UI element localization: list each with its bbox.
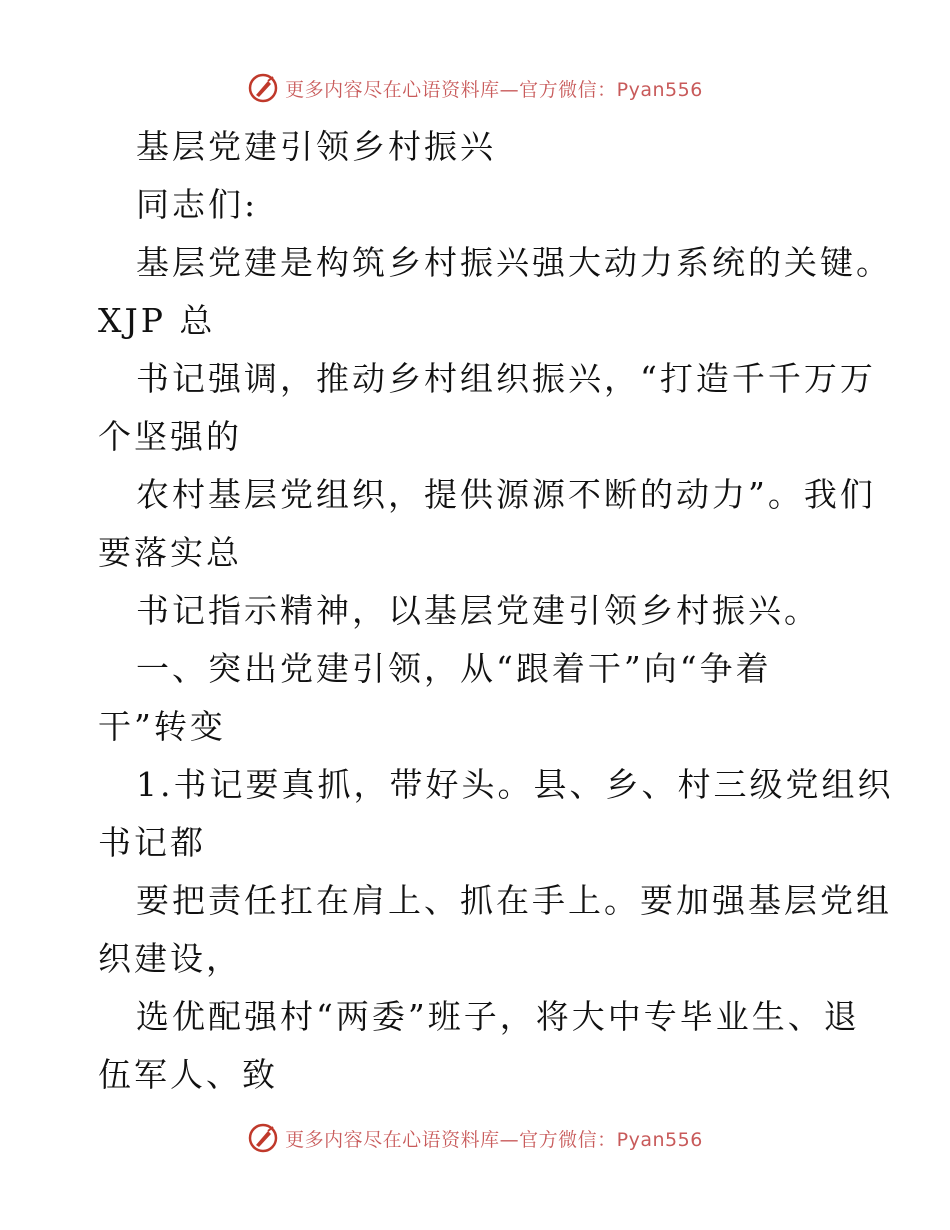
text-line: 基层党建是构筑乡村振兴强大动力系统的关键。 bbox=[136, 243, 892, 282]
section-heading: 一、突出党建引领，从“跟着干”向“争着 bbox=[136, 649, 772, 688]
quill-pen-logo-icon bbox=[247, 72, 279, 104]
text-line: 要落实总 bbox=[98, 533, 242, 572]
text-line: XJP 总 bbox=[98, 301, 216, 340]
salutation: 同志们: bbox=[136, 185, 259, 224]
document-title: 基层党建引领乡村振兴 bbox=[136, 127, 496, 166]
quill-pen-logo-icon bbox=[247, 1122, 279, 1154]
header-banner bbox=[0, 72, 950, 104]
text-line: 1.书记要真抓，带好头。县、乡、村三级党组织 bbox=[136, 765, 894, 804]
text-line: 书记都 bbox=[98, 823, 206, 862]
footer-banner bbox=[0, 1122, 950, 1154]
text-line: 选优配强村“两委”班子，将大中专毕业生、退 bbox=[136, 997, 860, 1036]
text-line: 个坚强的 bbox=[98, 417, 242, 456]
document-body bbox=[98, 118, 894, 1104]
section-heading-continued: 干”转变 bbox=[98, 707, 226, 746]
text-line: 书记指示精神，以基层党建引领乡村振兴。 bbox=[136, 591, 820, 630]
footer-banner-text: 更多内容尽在心语资料库—官方微信：Pyan556 bbox=[285, 1128, 703, 1151]
text-line: 要把责任扛在肩上、抓在手上。要加强基层党组 bbox=[136, 881, 892, 920]
text-line: 伍军人、致 bbox=[98, 1055, 278, 1094]
text-line: 织建设， bbox=[98, 939, 242, 978]
text-line: 书记强调，推动乡村组织振兴，“打造千千万万 bbox=[136, 359, 876, 398]
header-banner-text: 更多内容尽在心语资料库—官方微信：Pyan556 bbox=[285, 78, 703, 101]
text-line: 农村基层党组织，提供源源不断的动力”。我们 bbox=[136, 475, 876, 514]
